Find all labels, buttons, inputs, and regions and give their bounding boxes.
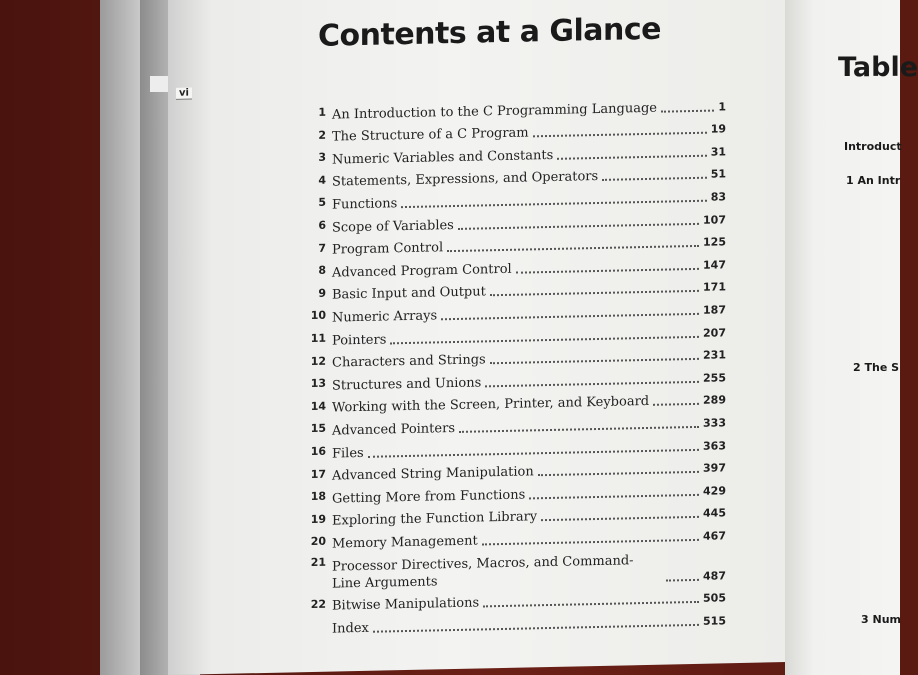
page-ref: 51: [710, 167, 726, 182]
chapter-number: 2: [318, 128, 326, 142]
chapter-title: Files: [332, 445, 364, 462]
page-ref: 19: [710, 122, 726, 136]
page-ref: 289: [703, 393, 726, 408]
chapter-title: Memory Management: [332, 533, 478, 552]
chapter-title: Advanced Pointers: [332, 420, 455, 439]
page-ref: 397: [703, 461, 726, 475]
chapter-number: 16: [310, 444, 326, 458]
page-ref: 31: [710, 145, 726, 159]
dot-leader: [458, 222, 699, 229]
chapter-title: Index: [332, 620, 369, 637]
page-ref: 231: [703, 348, 726, 362]
dot-leader: [447, 245, 699, 252]
contents-page: [168, 0, 798, 675]
dot-leader: [666, 579, 699, 582]
chapter-number: 14: [310, 399, 326, 413]
page-title: Contents at a Glance: [318, 11, 662, 54]
dot-leader: [516, 268, 699, 274]
chapter-number: 7: [318, 241, 326, 255]
facing-page: [785, 0, 918, 675]
page-ref: 125: [703, 235, 726, 249]
page-ref: 107: [703, 212, 726, 227]
chapter-title: Basic Input and Output: [332, 284, 486, 303]
chapter-title: The Structure of a C Program: [332, 125, 529, 145]
dot-leader: [490, 358, 699, 364]
chapter-number: 8: [318, 263, 326, 278]
page-number: vi: [176, 87, 192, 99]
chapter-number: 15: [310, 422, 326, 436]
page-ref: 333: [703, 416, 726, 430]
chapter-title: Getting More from Functions: [332, 487, 526, 507]
chapter-number: 17: [310, 467, 326, 481]
dot-leader: [485, 381, 699, 387]
page-ref: 487: [703, 569, 726, 583]
chapter-number: 1: [318, 105, 326, 119]
page-ref: 467: [703, 529, 726, 543]
chapter-title: Exploring the Function Library: [332, 509, 538, 529]
chapter-number: 18: [310, 489, 326, 504]
chapter-number: 21: [310, 555, 326, 569]
page-ref: 207: [703, 325, 726, 340]
dot-leader: [538, 471, 699, 476]
dot-leader: [653, 403, 699, 406]
table-of-contents: [306, 92, 726, 638]
dot-leader: [459, 426, 699, 433]
chapter-number: 5: [318, 196, 326, 210]
page-ref: 429: [703, 483, 726, 498]
chapter-title: Functions: [332, 196, 398, 213]
page-ref: 147: [703, 258, 726, 272]
chapter-title: Bitwise Manipulations: [332, 595, 480, 615]
chapter-number: 19: [310, 512, 326, 526]
page-ref: 1: [718, 99, 726, 114]
chapter-number: 22: [310, 597, 326, 611]
chapter-title: Characters and Strings: [332, 352, 486, 371]
chapter-number: 10: [310, 309, 326, 323]
dot-leader: [441, 313, 699, 320]
facing-page-heading: 1 An Intr: [846, 174, 901, 187]
chapter-title: Working with the Screen, Printer, and Keyboard: [332, 394, 650, 416]
chapter-title: Numeric Variables and Constants: [332, 147, 554, 168]
dot-leader: [541, 516, 699, 521]
chapter-number: [306, 615, 326, 620]
dot-leader: [373, 624, 699, 633]
page-ref: 515: [703, 614, 726, 628]
dot-leader: [533, 132, 707, 138]
toc-entry-body: [332, 612, 726, 637]
dot-leader: [557, 154, 706, 159]
chapter-number: 9: [318, 286, 326, 300]
dot-leader: [529, 494, 699, 500]
chapter-title: Program Control: [332, 240, 444, 258]
chapter-number: 20: [310, 534, 326, 549]
chapter-title: Scope of Variables: [332, 217, 454, 236]
chapter-title: An Introduction to the C Programming Language: [332, 100, 657, 123]
page-ref: 171: [703, 280, 726, 295]
chapter-number: 13: [310, 376, 326, 391]
chapter-number: 4: [318, 173, 326, 187]
chapter-title: Advanced Program Control: [332, 261, 512, 281]
dot-leader: [482, 539, 699, 546]
facing-page-heading: 3 Num: [861, 613, 901, 626]
facing-page-heading: 2 The S: [853, 361, 900, 374]
chapter-title: Pointers: [332, 331, 387, 349]
page-ref: 83: [710, 190, 726, 204]
chapter-title: Statements, Expressions, and Operators: [332, 169, 599, 190]
dot-leader: [661, 109, 714, 112]
chapter-title: Processor Directives, Macros, and Command-Line Arguments: [332, 553, 634, 592]
chapter-title: Advanced String Manipulation: [332, 464, 534, 484]
page-ref: 187: [703, 303, 726, 317]
dot-leader: [602, 177, 706, 181]
chapter-title: Numeric Arrays: [332, 308, 438, 326]
facing-page-title: Table: [838, 52, 918, 83]
page-ref: 255: [703, 371, 726, 385]
dot-leader: [490, 290, 699, 296]
chapter-number: 11: [310, 331, 326, 345]
chapter-number: 3: [318, 150, 326, 165]
page-ref: 505: [703, 591, 726, 606]
chapter-number: 6: [318, 218, 326, 232]
page-ref: 363: [703, 438, 726, 453]
dot-leader: [483, 601, 699, 608]
chapter-number: 12: [310, 354, 326, 368]
page-ref: 445: [703, 506, 726, 521]
chapter-title: Structures and Unions: [332, 375, 482, 394]
facing-page-heading: Introduct: [844, 140, 902, 153]
